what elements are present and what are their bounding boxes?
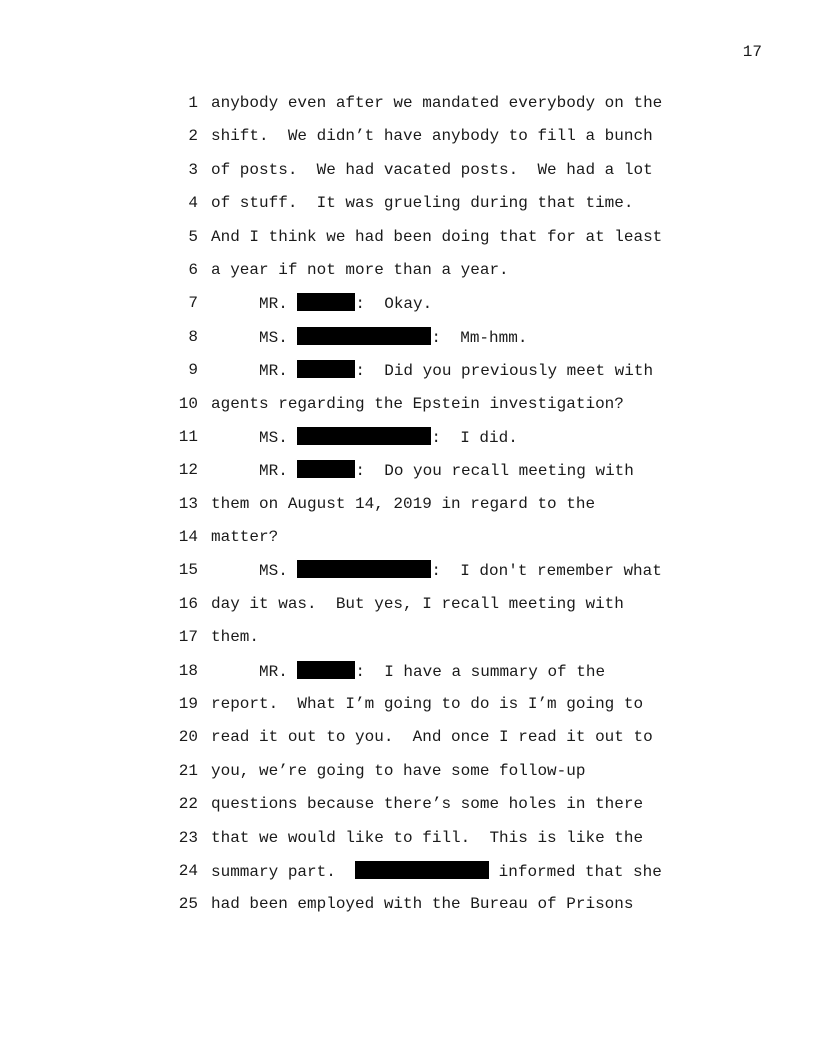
line-text [211, 126, 653, 146]
transcript-line [0, 594, 816, 627]
transcript-line [0, 460, 816, 493]
redaction-box [297, 293, 355, 311]
line-number: 15 [178, 561, 198, 580]
line-text-segment: of stuff. It was grueling during that time. [211, 194, 634, 213]
line-text [211, 227, 662, 247]
line-text [211, 594, 624, 614]
transcript-line [0, 260, 816, 293]
line-number: 9 [188, 361, 198, 380]
line-text [211, 394, 624, 414]
line-text-segment: read it out to you. And once I read it out to [211, 728, 653, 747]
line-number: 10 [178, 394, 198, 413]
line-text-segment: : Mm-hmm. [431, 328, 528, 347]
line-text-segment: them on August 14, 2019 in regard to the [211, 494, 596, 513]
line-text [211, 460, 634, 481]
transcript-lines [0, 93, 816, 928]
line-number: 13 [178, 494, 198, 513]
line-text-segment: that we would like to fill. This is like the [211, 828, 644, 847]
line-text [211, 327, 527, 348]
line-number: 8 [188, 327, 198, 346]
line-number: 16 [178, 594, 198, 613]
line-text [211, 727, 653, 747]
line-text-segment: MS. [211, 428, 298, 447]
line-text-segment: MR. [211, 662, 298, 681]
line-text [211, 260, 509, 280]
line-text-segment: report. What I’m going to do is I’m going to [211, 695, 644, 714]
line-number: 23 [178, 828, 198, 847]
line-text-segment: MR. [211, 362, 298, 381]
line-number: 3 [188, 160, 198, 179]
line-text [211, 527, 278, 547]
redaction-box [297, 460, 355, 478]
transcript-line [0, 427, 816, 460]
line-text-segment: summary part. [211, 862, 356, 881]
transcript-line [0, 727, 816, 760]
line-text-segment: MS. [211, 562, 298, 581]
line-text-segment: matter? [211, 528, 279, 547]
line-text [211, 894, 633, 914]
line-text-segment: of posts. We had vacated posts. We had a lot [211, 160, 653, 179]
line-text-segment: : I have a summary of the [355, 662, 606, 681]
line-number: 11 [178, 427, 198, 446]
transcript-line [0, 227, 816, 260]
transcript-line [0, 761, 816, 794]
line-number: 18 [178, 661, 198, 680]
redaction-box [297, 560, 431, 578]
line-text-segment: MR. [211, 295, 298, 314]
line-text [211, 494, 595, 514]
line-number: 17 [178, 628, 198, 647]
line-text [211, 861, 662, 882]
line-number: 25 [178, 895, 198, 914]
line-text-segment: informed that she [489, 862, 662, 881]
page-number: 17 [742, 43, 762, 61]
line-text [211, 360, 653, 381]
line-text [211, 627, 259, 647]
line-number: 4 [188, 194, 198, 213]
transcript-line [0, 327, 816, 360]
redaction-box [355, 861, 489, 879]
line-text [211, 427, 518, 448]
line-text-segment: agents regarding the Epstein investigation? [211, 394, 624, 413]
line-text-segment: them. [211, 628, 260, 647]
transcript-line [0, 360, 816, 393]
line-text-segment: had been employed with the Bureau of Prisons [211, 895, 634, 914]
transcript-line [0, 828, 816, 861]
line-text [211, 160, 653, 180]
line-number: 20 [178, 728, 198, 747]
transcript-line [0, 394, 816, 427]
line-text [211, 193, 633, 213]
line-number: 24 [178, 861, 198, 880]
line-number: 21 [178, 761, 198, 780]
line-number: 22 [178, 795, 198, 814]
transcript-line [0, 794, 816, 827]
line-text-segment: : Do you recall meeting with [355, 462, 634, 481]
transcript-line [0, 694, 816, 727]
line-text [211, 694, 643, 714]
line-text-segment: anybody even after we mandated everybody on the [211, 94, 663, 112]
line-text [211, 794, 643, 814]
line-text-segment: : I don't remember what [431, 562, 662, 581]
line-text-segment: MR. [211, 462, 298, 481]
line-text [211, 93, 662, 113]
line-text-segment: : Okay. [355, 295, 433, 314]
redaction-box [297, 661, 355, 679]
redaction-box [297, 427, 431, 445]
transcript-line [0, 661, 816, 694]
transcript-line [0, 894, 816, 927]
line-text [211, 828, 643, 848]
line-number: 19 [178, 695, 198, 714]
transcript-line [0, 560, 816, 593]
line-text-segment: : Did you previously meet with [355, 362, 654, 381]
transcript-line [0, 293, 816, 326]
line-number: 1 [188, 94, 198, 112]
line-number: 2 [188, 127, 198, 146]
redaction-box [297, 327, 431, 345]
line-text [211, 560, 662, 581]
line-text-segment: : I did. [431, 428, 518, 447]
transcript-line [0, 193, 816, 226]
transcript-line [0, 93, 816, 126]
line-text [211, 293, 432, 314]
line-number: 5 [188, 227, 198, 246]
line-number: 6 [188, 260, 198, 279]
transcript-line [0, 861, 816, 894]
line-number: 12 [178, 461, 198, 480]
transcript-line [0, 160, 816, 193]
line-text-segment: questions because there’s some holes in there [211, 795, 644, 814]
line-text-segment: MS. [211, 328, 298, 347]
line-text [211, 661, 605, 682]
redaction-box [297, 360, 355, 378]
line-number: 14 [178, 528, 198, 547]
transcript-line [0, 126, 816, 159]
transcript-line [0, 494, 816, 527]
line-text-segment: a year if not more than a year. [211, 260, 509, 279]
line-number: 7 [188, 294, 198, 313]
transcript-line [0, 627, 816, 660]
transcript-line [0, 527, 816, 560]
line-text-segment: you, we’re going to have some follow-up [211, 761, 586, 780]
line-text [211, 761, 585, 781]
line-text-segment: And I think we had been doing that for at least [211, 227, 663, 246]
line-text-segment: shift. We didn’t have anybody to fill a bunch [211, 127, 653, 146]
line-text-segment: day it was. But yes, I recall meeting with [211, 594, 624, 613]
